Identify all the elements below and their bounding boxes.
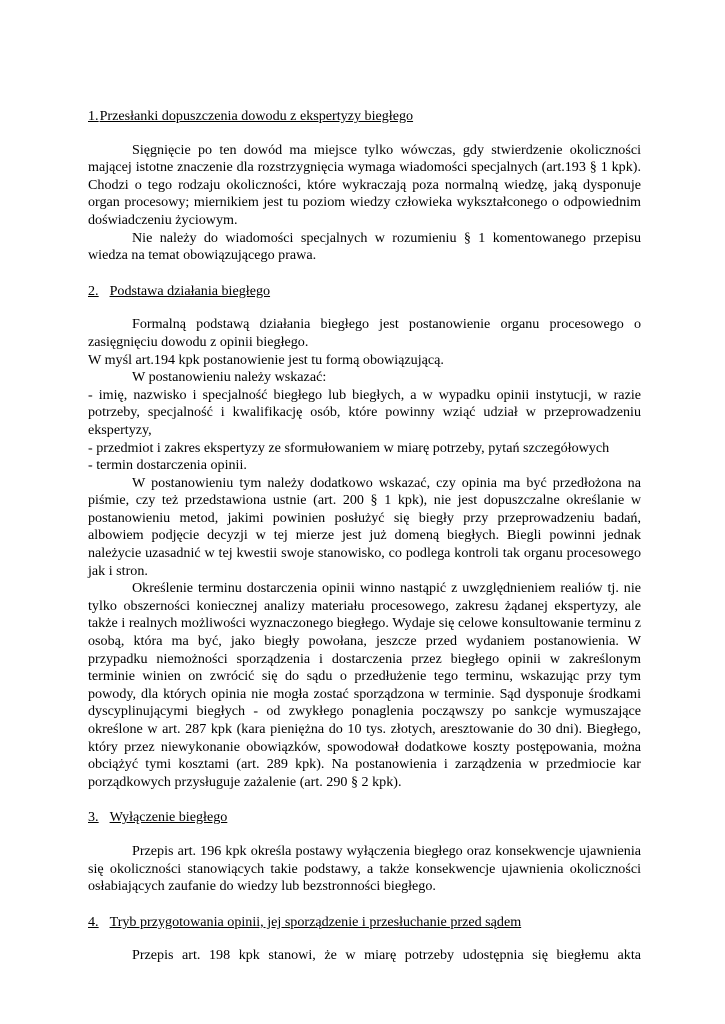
list-item: - termin dostarczenia opinii.	[88, 457, 247, 474]
paragraph: Sięgnięcie po ten dowód ma miejsce tylko wówczas, gdy stwierdzenie okoliczności mającej istotne znaczenie dla rozstrzygnięcia wymaga wiadomości specjalnych (art.193 § 1 kpk). Chodzi o tego rodzaju okoliczności, które wykraczają poza normalną wiedzę, jaką dysponuje organ procesowy; miernikiem jest tu poziom wiedzy człowieka wykształconego o odpowiednim doświadczeniu życiowym.	[88, 141, 641, 228]
paragraph: Przepis art. 196 kpk określa postawy wyłączenia biegłego oraz konsekwencje ujawnienia się okoliczności stanowiących takie podstawy, a także konsekwencje ujawnienia okoliczności osłabiających zaufanie do wiedzy lub bezstronności biegłego.	[88, 842, 641, 895]
paragraph: Przepis art. 198 kpk stanowi, że w miarę potrzeby udostępnia się biegłemu akta	[132, 947, 641, 964]
list-item: - imię, nazwisko i specjalność biegłego lub biegłych, a w wypadku opinii instytucji, w razie potrzeby, specjalność i kwalifikację osób, które powinny wziąć udział w przeprowadzeniu ekspertyzy,	[88, 386, 641, 438]
section-heading-4: 4. Tryb przygotowania opinii, jej sporządzenie i przesłuchanie przed sądem	[88, 913, 522, 930]
section-heading-1: 1.Przesłanki dopuszczenia dowodu z ekspertyzy biegłego	[88, 108, 414, 124]
section-title: Tryb przygotowania opinii, jej sporządzenie i przesłuchanie przed sądem	[109, 913, 522, 930]
document-page	[88, 108, 641, 965]
section-title: Podstawa działania biegłego	[109, 282, 271, 299]
section-heading-3: 3. Wyłączenie biegłego	[88, 809, 228, 826]
paragraph: W myśl art.194 kpk postanowienie jest tu formą obowiązującą.	[88, 351, 444, 368]
paragraph: Określenie terminu dostarczenia opinii winno nastąpić z uwzględnieniem realiów tj. nie tylko obszerności koniecznej analizy materiału procesowego, zakresu żądanej ekspertyzy, ale także i realnych możliwości wyznaczonego biegłego. Wydaje się celowe konsultowanie terminu z osobą, która ma być, jako biegły powołana, jeszcze przed wydaniem postanowienia. W przypadku niemożności sporządzenia i dostarczenia przez biegłego opinii w zakreślonym terminie winien on zwrócić się do sądu o przedłużenie tego terminu, wskazując przy tym powody, dla których opinia nie mogła zostać sporządzona w terminie. Sąd dysponuje środkami dyscyplinującymi biegłych - od zwykłego ponaglenia począwszy po sankcje wymuszające określone w art. 287 kpk (kara pieniężna do 10 tys. złotych, aresztowanie do 30 dni). Biegłego, który przez niewykonanie obowiązków, spowodował dodatkowe koszty postępowania, można obciążyć tymi kosztami (art. 289 kpk). Na postanowienia i zarządzenia w przedmiocie kar porządkowych przysługuje zażalenie (art. 290 § 2 kpk).	[88, 580, 641, 790]
paragraph: W postanowieniu tym należy dodatkowo wskazać, czy opinia ma być przedłożona na piśmie, czy też przedstawiona ustnie (art. 200 § 1 kpk), nie jest dopuszczalne określanie w postanowieniu metod, jakimi powinien posłużyć się biegły przy przeprowadzeniu badań, albowiem podjęcie decyzji w tej mierze jest już domeną biegłych. Biegli powinni jednak należycie uzasadnić w tej kwestii swoje stanowisko, co podlega kontroli tak organu procesowego jak i stron.	[88, 474, 641, 579]
section-title: Wyłączenie biegłego	[109, 809, 228, 826]
section-title: Przesłanki dopuszczenia dowodu z ekspertyzy biegłego	[99, 108, 414, 124]
paragraph: W postanowieniu należy wskazać:	[132, 369, 327, 386]
paragraph: Formalną podstawą działania biegłego jest postanowienie organu procesowego o zasięgnięciu dowodu z opinii biegłego.	[88, 316, 641, 350]
list-item: - przedmiot i zakres ekspertyzy ze sformułowaniem w miarę potrzeby, pytań szczegółowych	[88, 439, 610, 456]
section-heading-2: 2. Podstawa działania biegłego	[88, 282, 271, 299]
paragraph: Nie należy do wiadomości specjalnych w rozumieniu § 1 komentowanego przepisu wiedza na temat obowiązującego prawa.	[88, 229, 641, 264]
